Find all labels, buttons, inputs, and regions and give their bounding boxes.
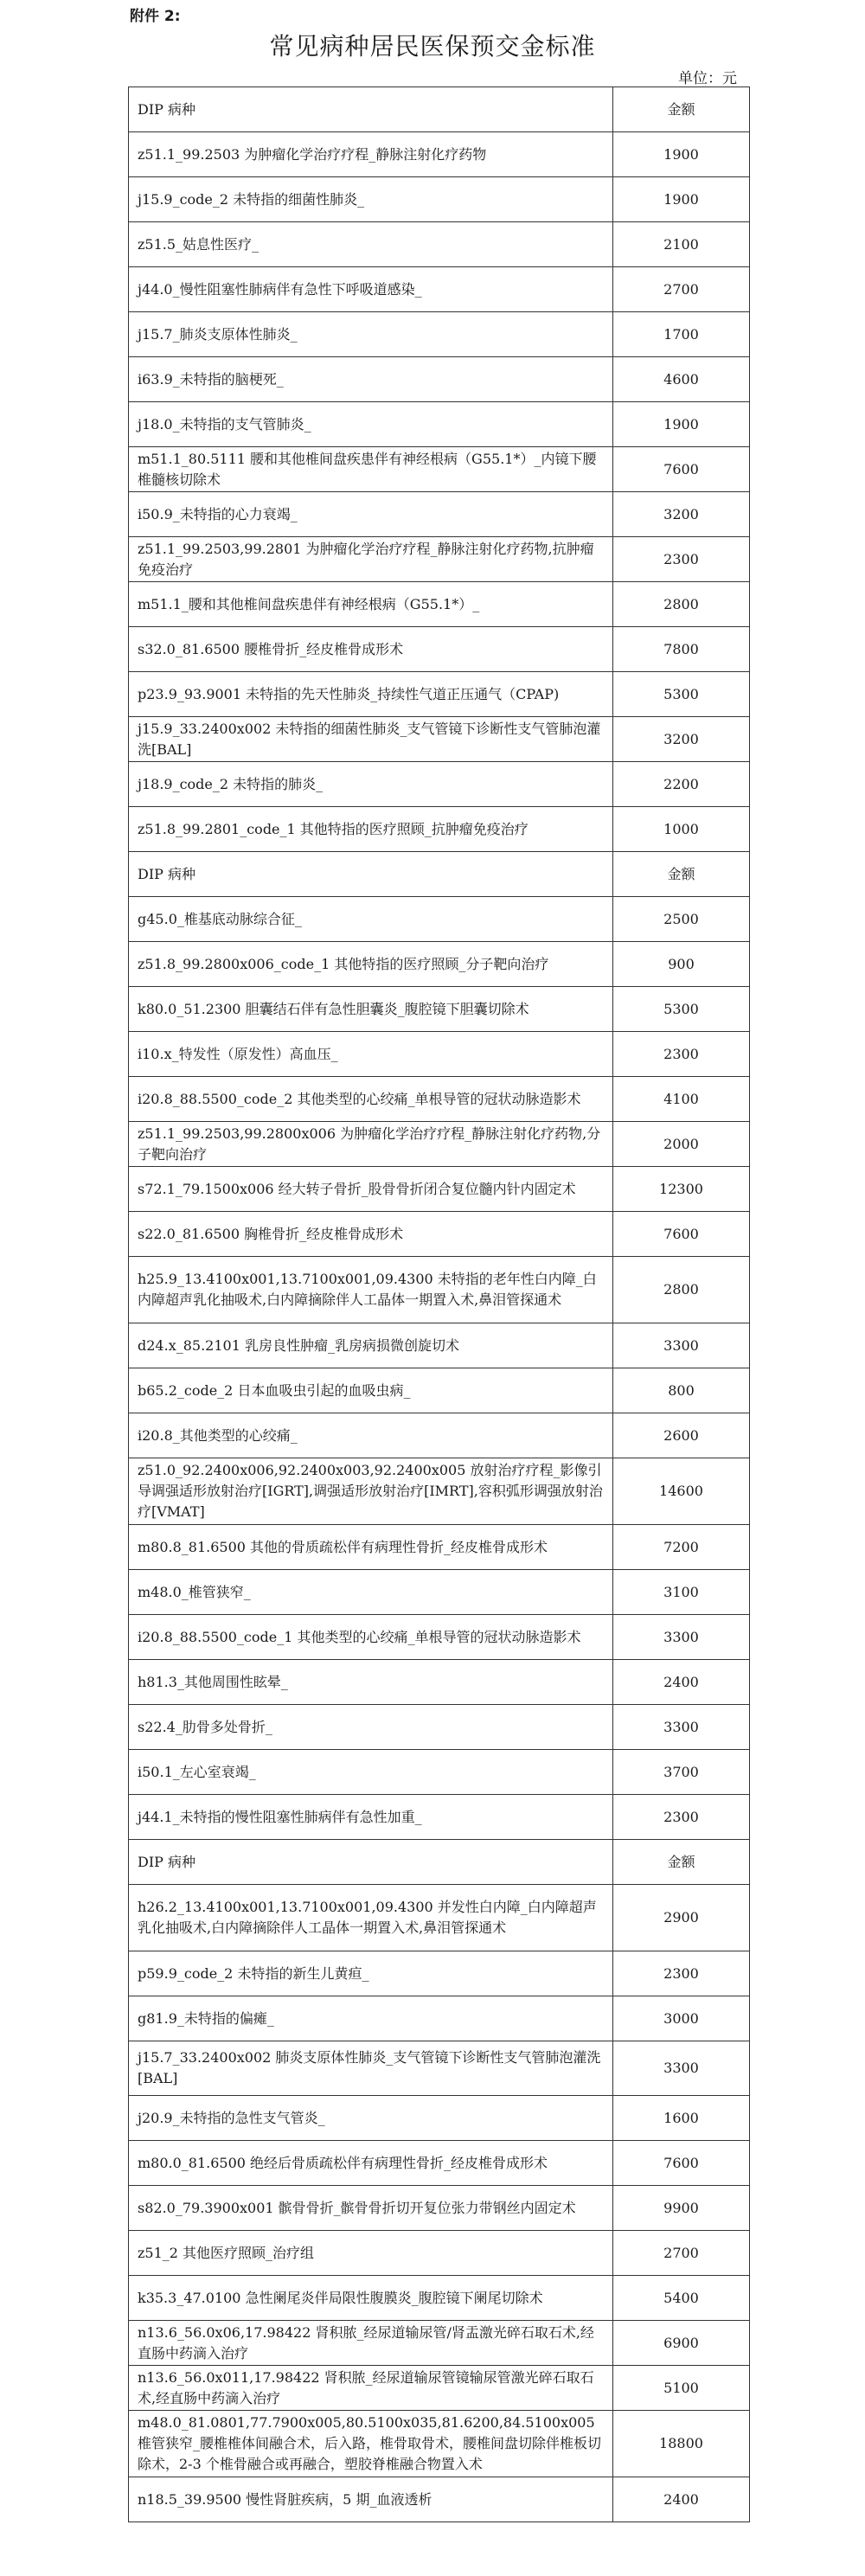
amount-cell: 1000 — [613, 807, 750, 852]
amount-cell: 3100 — [613, 1570, 750, 1615]
amount-cell: 5400 — [613, 2276, 750, 2321]
header-amount-cell: 金额 — [613, 852, 750, 897]
amount-cell: 1900 — [613, 132, 750, 177]
disease-cell: g45.0_椎基底动脉综合征_ — [129, 897, 613, 942]
amount-cell: 3700 — [613, 1750, 750, 1795]
amount-cell: 2600 — [613, 1413, 750, 1458]
page-title: 常见病种居民医保预交金标准 — [269, 32, 596, 61]
table-row — [129, 2366, 750, 2411]
disease-cell: m51.1_腰和其他椎间盘疾患伴有神经根病（G55.1*）_ — [129, 582, 613, 627]
disease-cell: n13.6_56.0x011,17.98422 肾积脓_经尿道输尿管镜输尿管激光碎石取石术,经直肠中药滴入治疗 — [129, 2366, 613, 2411]
header-amount-cell: 金额 — [613, 1840, 750, 1885]
attachment-label: 附件 2: — [130, 8, 181, 25]
amount-cell: 1900 — [613, 177, 750, 222]
table-row — [129, 2231, 750, 2276]
table-row — [129, 1996, 750, 2041]
amount-cell: 4600 — [613, 357, 750, 402]
disease-cell: z51.1_99.2503 为肿瘤化学治疗疗程_静脉注射化疗药物 — [129, 132, 613, 177]
disease-cell: h81.3_其他周围性眩晕_ — [129, 1660, 613, 1705]
disease-cell: z51.0_92.2400x006,92.2400x003,92.2400x005 放射治疗疗程_影像引导调强适形放射治疗[IGRT],调强适形放射治疗[IMRT],容积弧形调强放射治疗[VMAT] — [129, 1458, 613, 1525]
header-disease-cell: DIP 病种 — [129, 852, 613, 897]
table-row — [129, 1077, 750, 1122]
table-row — [129, 2141, 750, 2186]
table-row — [129, 1212, 750, 1257]
amount-cell: 2800 — [613, 582, 750, 627]
table-row — [129, 942, 750, 987]
disease-cell: j15.7_33.2400x002 肺炎支原体性肺炎_支气管镜下诊断性支气管肺泡灌洗[BAL] — [129, 2041, 613, 2096]
disease-cell: j44.1_未特指的慢性阻塞性肺病伴有急性加重_ — [129, 1795, 613, 1840]
amount-cell: 2200 — [613, 762, 750, 807]
amount-cell: 2500 — [613, 897, 750, 942]
fee-standard-table — [128, 87, 750, 2522]
amount-cell: 3300 — [613, 2041, 750, 2096]
disease-cell: m80.0_81.6500 绝经后骨质疏松伴有病理性骨折_经皮椎骨成形术 — [129, 2141, 613, 2186]
table-row — [129, 987, 750, 1032]
disease-cell: j18.9_code_2 未特指的肺炎_ — [129, 762, 613, 807]
disease-cell: n13.6_56.0x06,17.98422 肾积脓_经尿道输尿管/肾盂激光碎石取石术,经直肠中药滴入治疗 — [129, 2321, 613, 2366]
table-body — [129, 87, 750, 2522]
amount-cell: 2300 — [613, 537, 750, 582]
table-row — [129, 1615, 750, 1660]
disease-cell: i50.1_左心室衰竭_ — [129, 1750, 613, 1795]
table-row — [129, 627, 750, 672]
amount-cell: 3300 — [613, 1705, 750, 1750]
header-amount-cell: 金额 — [613, 87, 750, 132]
amount-cell: 18800 — [613, 2411, 750, 2477]
amount-cell: 9900 — [613, 2186, 750, 2231]
amount-cell: 5300 — [613, 987, 750, 1032]
disease-cell: n18.5_39.9500 慢性肾脏疾病，5 期_血液透析 — [129, 2477, 613, 2522]
amount-cell: 2400 — [613, 2477, 750, 2522]
table-row — [129, 492, 750, 537]
table-row — [129, 1032, 750, 1077]
disease-cell: s22.4_肋骨多处骨折_ — [129, 1705, 613, 1750]
table-row — [129, 1885, 750, 1951]
table-row — [129, 1458, 750, 1525]
amount-cell: 14600 — [613, 1458, 750, 1525]
table-row — [129, 807, 750, 852]
disease-cell: i10.x_特发性（原发性）高血压_ — [129, 1032, 613, 1077]
table-row — [129, 1660, 750, 1705]
table-row — [129, 1795, 750, 1840]
disease-cell: i20.8_88.5500_code_2 其他类型的心绞痛_单根导管的冠状动脉造影术 — [129, 1077, 613, 1122]
unit-label: 单位：元 — [678, 70, 737, 87]
amount-cell: 2300 — [613, 1795, 750, 1840]
table-row — [129, 2477, 750, 2522]
table-row — [129, 2321, 750, 2366]
disease-cell: z51.1_99.2503,99.2801 为肿瘤化学治疗疗程_静脉注射化疗药物,抗肿瘤免疫治疗 — [129, 537, 613, 582]
table-row — [129, 717, 750, 762]
amount-cell: 3300 — [613, 1615, 750, 1660]
table-row — [129, 1525, 750, 1570]
disease-cell: h26.2_13.4100x001,13.7100x001,09.4300 并发性白内障_白内障超声乳化抽吸术,白内障摘除伴人工晶体一期置入术,鼻泪管探通术 — [129, 1885, 613, 1951]
table-row — [129, 1705, 750, 1750]
table-row — [129, 402, 750, 447]
table-row — [129, 132, 750, 177]
amount-cell: 3200 — [613, 492, 750, 537]
disease-cell: j15.9_33.2400x002 未特指的细菌性肺炎_支气管镜下诊断性支气管肺泡灌洗[BAL] — [129, 717, 613, 762]
table-row — [129, 1750, 750, 1795]
table-row — [129, 2186, 750, 2231]
disease-cell: s72.1_79.1500x006 经大转子骨折_股骨骨折闭合复位髓内针内固定术 — [129, 1167, 613, 1212]
table-header-row — [129, 87, 750, 132]
amount-cell: 2700 — [613, 2231, 750, 2276]
amount-cell: 7600 — [613, 2141, 750, 2186]
disease-cell: z51.8_99.2800x006_code_1 其他特指的医疗照顾_分子靶向治疗 — [129, 942, 613, 987]
amount-cell: 7600 — [613, 1212, 750, 1257]
disease-cell: j15.9_code_2 未特指的细菌性肺炎_ — [129, 177, 613, 222]
amount-cell: 7200 — [613, 1525, 750, 1570]
disease-cell: s32.0_81.6500 腰椎骨折_经皮椎骨成形术 — [129, 627, 613, 672]
table-row — [129, 1413, 750, 1458]
disease-cell: i20.8_其他类型的心绞痛_ — [129, 1413, 613, 1458]
amount-cell: 5300 — [613, 672, 750, 717]
table-header-row — [129, 852, 750, 897]
table-row — [129, 1570, 750, 1615]
amount-cell: 1900 — [613, 402, 750, 447]
disease-cell: i63.9_未特指的脑梗死_ — [129, 357, 613, 402]
amount-cell: 4100 — [613, 1077, 750, 1122]
disease-cell: s22.0_81.6500 胸椎骨折_经皮椎骨成形术 — [129, 1212, 613, 1257]
disease-cell: z51.8_99.2801_code_1 其他特指的医疗照顾_抗肿瘤免疫治疗 — [129, 807, 613, 852]
header-disease-cell: DIP 病种 — [129, 87, 613, 132]
disease-cell: d24.x_85.2101 乳房良性肿瘤_乳房病损微创旋切术 — [129, 1323, 613, 1368]
disease-cell: z51.5_姑息性医疗_ — [129, 222, 613, 267]
amount-cell: 2700 — [613, 267, 750, 312]
disease-cell: m48.0_椎管狭窄_ — [129, 1570, 613, 1615]
disease-cell: b65.2_code_2 日本血吸虫引起的血吸虫病_ — [129, 1368, 613, 1413]
header-disease-cell: DIP 病种 — [129, 1840, 613, 1885]
table-row — [129, 2096, 750, 2141]
amount-cell: 7600 — [613, 447, 750, 492]
amount-cell: 3200 — [613, 717, 750, 762]
disease-cell: j15.7_肺炎支原体性肺炎_ — [129, 312, 613, 357]
table-row — [129, 762, 750, 807]
disease-cell: z51.1_99.2503,99.2800x006 为肿瘤化学治疗疗程_静脉注射化疗药物,分子靶向治疗 — [129, 1122, 613, 1167]
amount-cell: 3300 — [613, 1323, 750, 1368]
table-row — [129, 672, 750, 717]
table-row — [129, 1951, 750, 1996]
table-row — [129, 267, 750, 312]
amount-cell: 2000 — [613, 1122, 750, 1167]
amount-cell: 2400 — [613, 1660, 750, 1705]
disease-cell: g81.9_未特指的偏瘫_ — [129, 1996, 613, 2041]
table-row — [129, 2276, 750, 2321]
table-row — [129, 537, 750, 582]
disease-cell: i20.8_88.5500_code_1 其他类型的心绞痛_单根导管的冠状动脉造影术 — [129, 1615, 613, 1660]
table-row — [129, 222, 750, 267]
disease-cell: z51_2 其他医疗照顾_治疗组 — [129, 2231, 613, 2276]
disease-cell: j20.9_未特指的急性支气管炎_ — [129, 2096, 613, 2141]
disease-cell: h25.9_13.4100x001,13.7100x001,09.4300 未特指的老年性白内障_白内障超声乳化抽吸术,白内障摘除伴人工晶体一期置入术,鼻泪管探通术 — [129, 1257, 613, 1323]
table-row — [129, 1368, 750, 1413]
disease-cell: i50.9_未特指的心力衰竭_ — [129, 492, 613, 537]
table-row — [129, 2041, 750, 2096]
amount-cell: 2800 — [613, 1257, 750, 1323]
amount-cell: 2100 — [613, 222, 750, 267]
table-header-row — [129, 1840, 750, 1885]
disease-cell: m48.0_81.0801,77.7900x005,80.5100x035,81.6200,84.5100x005 椎管狭窄_腰椎椎体间融合术，后入路，椎骨取骨术，腰椎间盘切除伴椎板切除术，2-3 个椎骨融合或再融合，塑胶脊椎融合物置入术 — [129, 2411, 613, 2477]
disease-cell: j44.0_慢性阻塞性肺病伴有急性下呼吸道感染_ — [129, 267, 613, 312]
amount-cell: 900 — [613, 942, 750, 987]
amount-cell: 7800 — [613, 627, 750, 672]
amount-cell: 2900 — [613, 1885, 750, 1951]
amount-cell: 3000 — [613, 1996, 750, 2041]
amount-cell: 1600 — [613, 2096, 750, 2141]
disease-cell: m51.1_80.5111 腰和其他椎间盘疾患伴有神经根病（G55.1*）_内镜下腰椎髓核切除术 — [129, 447, 613, 492]
table-row — [129, 312, 750, 357]
disease-cell: m80.8_81.6500 其他的骨质疏松伴有病理性骨折_经皮椎骨成形术 — [129, 1525, 613, 1570]
amount-cell: 12300 — [613, 1167, 750, 1212]
table-row — [129, 897, 750, 942]
amount-cell: 2300 — [613, 1951, 750, 1996]
table-row — [129, 357, 750, 402]
table-row — [129, 2411, 750, 2477]
table-row — [129, 1122, 750, 1167]
table-row — [129, 582, 750, 627]
table-row — [129, 447, 750, 492]
table-row — [129, 177, 750, 222]
disease-cell: k80.0_51.2300 胆囊结石伴有急性胆囊炎_腹腔镜下胆囊切除术 — [129, 987, 613, 1032]
table-row — [129, 1167, 750, 1212]
disease-cell: p23.9_93.9001 未特指的先天性肺炎_持续性气道正压通气（CPAP) — [129, 672, 613, 717]
amount-cell: 6900 — [613, 2321, 750, 2366]
disease-cell: k35.3_47.0100 急性阑尾炎伴局限性腹膜炎_腹腔镜下阑尾切除术 — [129, 2276, 613, 2321]
disease-cell: j18.0_未特指的支气管肺炎_ — [129, 402, 613, 447]
amount-cell: 1700 — [613, 312, 750, 357]
amount-cell: 2300 — [613, 1032, 750, 1077]
amount-cell: 5100 — [613, 2366, 750, 2411]
disease-cell: s82.0_79.3900x001 髌骨骨折_髌骨骨折切开复位张力带钢丝内固定术 — [129, 2186, 613, 2231]
table-row — [129, 1257, 750, 1323]
amount-cell: 800 — [613, 1368, 750, 1413]
table-row — [129, 1323, 750, 1368]
disease-cell: p59.9_code_2 未特指的新生儿黄疸_ — [129, 1951, 613, 1996]
